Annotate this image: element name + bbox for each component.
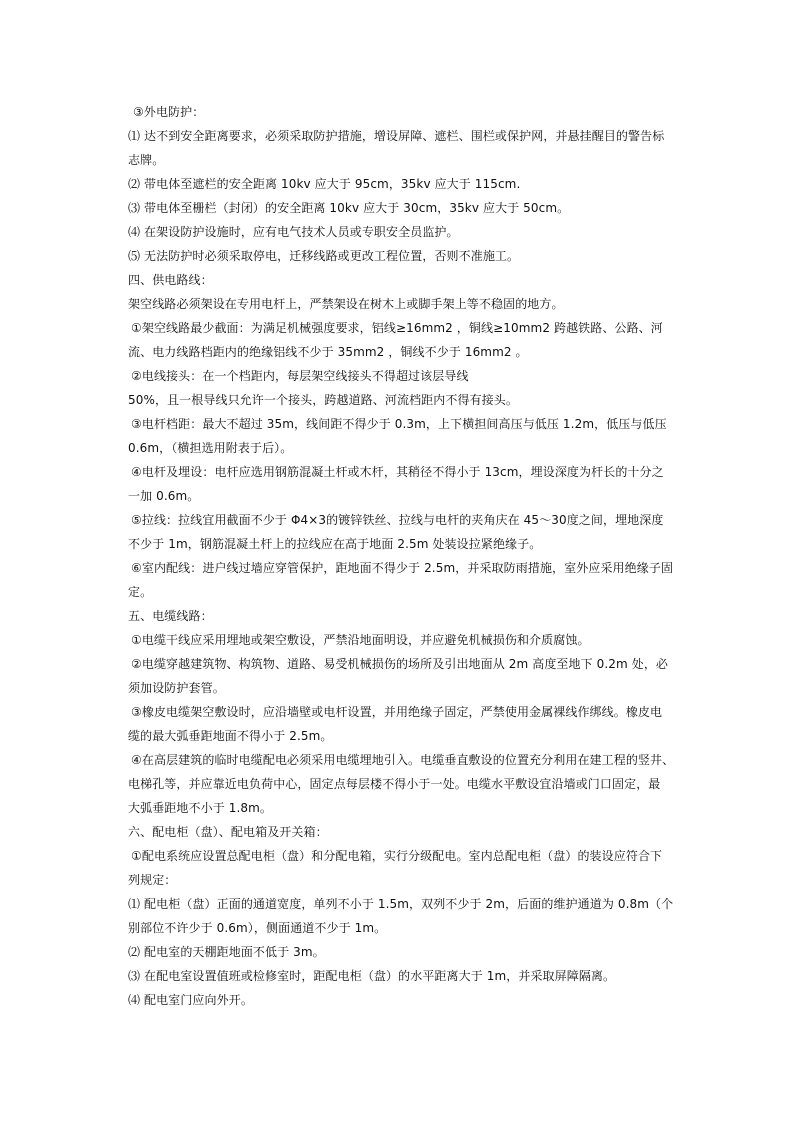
text-line: ③橡皮电缆架空敷设时，应沿墙壁或电杆设置，并用绝缘子固定，严禁使用金属裸线作绑线。橡皮电 bbox=[131, 705, 663, 719]
text-line: ⑸ 无法防护时必须采取停电，迁移线路或更改工程位置，否则不准施工。 bbox=[128, 249, 520, 263]
text-line: 定。 bbox=[128, 585, 153, 599]
text-line: 大弧垂距地不小于 1.8m。 bbox=[128, 801, 272, 815]
text-line: ⑶ 带电体至栅栏（封闭）的安全距离 10kv 应大于 30cm，35kv 应大于 50cm。 bbox=[128, 201, 570, 215]
text-line: 0.6m，（横担选用附表于后）。 bbox=[128, 441, 293, 455]
text-line: 别部位不许少于 0.6m），侧面通道不少于 1m。 bbox=[128, 921, 387, 935]
text-line: 电梯孔等，并应靠近电负荷中心，固定点每层楼不得小于一处。电缆水平敷设宜沿墙或门口固定，最 bbox=[128, 777, 661, 791]
text-line: ⑴ 达不到安全距离要求，必须采取防护措施，增设屏障、遮栏、围栏或保护网，并悬挂醒目的警告标 bbox=[128, 129, 665, 143]
text-line: ⑵ 配电室的天棚距地面不低于 3m。 bbox=[128, 945, 325, 959]
section-heading: 四、供电路线： bbox=[128, 273, 213, 287]
text-line: ④在高层建筑的临时电缆配电必须采用电缆埋地引入。电缆垂直敷设的位置充分利用在建工程的竖井、 bbox=[131, 753, 675, 767]
text-line: ⑤拉线：拉线宜用截面不少于 Φ4×3的镀锌铁丝、拉线与电杆的夹角庆在 45～30度之间，埋地深度 bbox=[131, 513, 664, 527]
text-line: 50%，且一根导线只允许一个接头，跨越道路、河流档距内不得有接头。 bbox=[128, 393, 518, 407]
text-line: 一加 0.6m。 bbox=[128, 489, 200, 503]
text-line: ①电缆干线应采用埋地或架空敷设，严禁沿地面明设，并应避免机械损伤和介质腐蚀。 bbox=[131, 633, 590, 647]
text-line: 缆的最大弧垂距地面不得小于 2.5m。 bbox=[128, 729, 333, 743]
text-line: ④电杆及埋设：电杆应选用钢筋混凝土杆或木杆，其稍径不得小于 13cm，埋设深度为杆长的十分之 bbox=[131, 465, 664, 479]
text-line: ③电杆档距：最大不超过 35m，线间距不得少于 0.3m，上下横担间高压与低压 1.2m，低压与低压 bbox=[131, 417, 667, 431]
section-heading: ③外电防护： bbox=[133, 105, 205, 119]
text-line: ①配电系统应设置总配电柜（盘）和分配电箱，实行分级配电。室内总配电柜（盘）的装设应符合下 bbox=[131, 849, 663, 863]
text-line: ⑥室内配线：进户线过墙应穿管保护，距地面不得少于 2.5m，并采取防雨措施，室外应采用绝缘子固 bbox=[131, 561, 674, 575]
text-line: 须加设防护套管。 bbox=[128, 681, 225, 695]
text-line: 不少于 1m，钢筋混凝土杆上的拉线应在高于地面 2.5m 处装设拉紧绝缘子。 bbox=[128, 537, 542, 551]
text-line: ⑷ 在架设防护设施时，应有电气技术人员或专职安全员监护。 bbox=[128, 225, 459, 239]
text-line: ⑷ 配电室门应向外开。 bbox=[128, 993, 253, 1007]
text-line: 志牌。 bbox=[128, 153, 165, 167]
section-heading: 六、配电柜（盘）、配电箱及开关箱： bbox=[128, 825, 328, 839]
section-heading: 五、电缆线路： bbox=[128, 609, 213, 623]
text-line: ①架空线路最少截面：为满足机械强度要求，铝线≥16mm2 ，铜线≥10mm2 跨越铁路、公路、河 bbox=[131, 321, 663, 335]
text-line: 列规定： bbox=[128, 873, 177, 887]
text-line: ②电线接头：在一个档距内，每层架空线接头不得超过该层导线 bbox=[131, 369, 469, 383]
text-line: ⑶ 在配电室设置值班或检修室时，距配电柜（盘）的水平距离大于 1m，并采取屏障隔离。 bbox=[128, 969, 616, 983]
text-line: ⑴ 配电柜（盘）正面的通道宽度，单列不小于 1.5m，双列不少于 2m，后面的维护通道为 0.8m（个 bbox=[128, 897, 674, 911]
text-line: 流、电力线路档距内的绝缘铝线不少于 35mm2 ，铜线不少于 16mm2 。 bbox=[128, 345, 528, 359]
text-line: ⑵ 带电体至遮栏的安全距离 10kv 应大于 95cm，35kv 应大于 115cm. bbox=[128, 177, 521, 191]
text-line: 架空线路必须架设在专用电杆上，严禁架设在树木上或脚手架上等不稳固的地方。 bbox=[128, 297, 564, 311]
text-line: ②电缆穿越建筑物、构筑物、道路、易受机械损伤的场所及引出地面从 2m 高度至地下 0.2m 处，必 bbox=[131, 657, 669, 671]
